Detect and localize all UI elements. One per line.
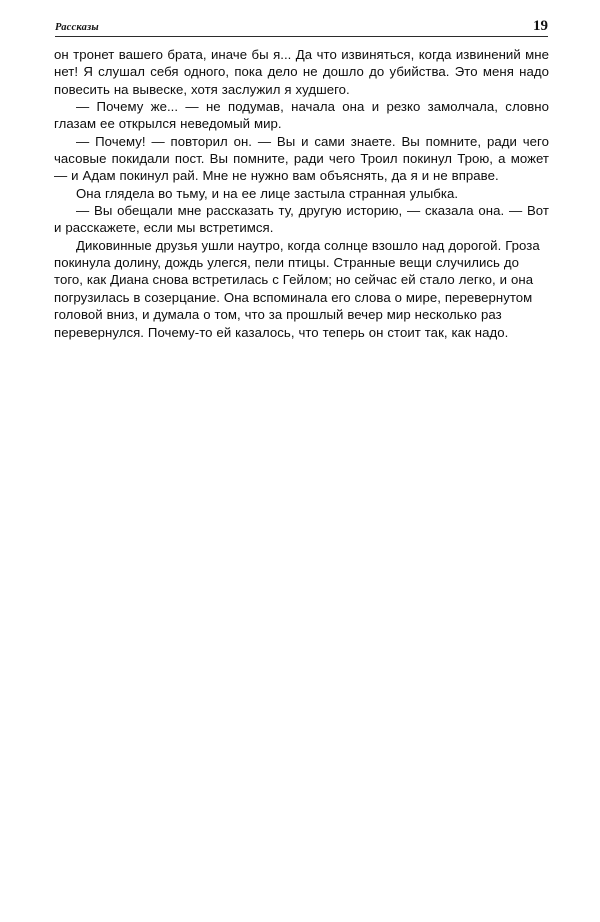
paragraph: — Вы обещали мне рассказать ту, другую историю, — сказала она. — Вот и расскажете, если мы встретимся. [54, 203, 549, 236]
paragraph: — Почему! — повторил он. — Вы и сами знаете. Вы помните, ради чего часовые покидали пост. Вы помните, ради чего Троил покинул Трою, а может — и Адам покинул рай. Мне не нужно вам объяснять, да я и не вправе. [54, 133, 549, 184]
body-text [54, 46, 549, 341]
paragraph: — Почему же... — не подумав, начала она и резко замолчала, словно глазам ее открылся неведомый мир. [54, 99, 549, 132]
page-number: 19 [533, 18, 548, 34]
running-head [55, 18, 548, 36]
header-divider [55, 36, 548, 37]
paragraph: Она глядела во тьму, и на ее лице застыла странная улыбка. [76, 185, 459, 201]
paragraph: Диковинные друзья ушли наутро, когда солнце взошло над дорогой. Гроза покинула долину, дождь улегся, пели птицы. Странные вещи случились до того, как Диана снова встретилась с Гейлом; но сейчас ей стало легко, и она погрузилась в созерцание. Она вспоминала его слова о мире, перевернутом головой вниз, и думала о том, что за прошлый вечер мир несколько раз перевернулся. Почему-то ей казалось, что теперь он стоит так, как надо. [54, 237, 540, 340]
running-title: Рассказы [55, 22, 99, 33]
paragraph: он тронет вашего брата, иначе бы я... Да что извиняться, когда извинений мне нет! Я слушал себя одного, пока дело не дошло до убийства. Это меня надо повесить на вывеске, хотя заслужил я худшего. [54, 47, 549, 97]
